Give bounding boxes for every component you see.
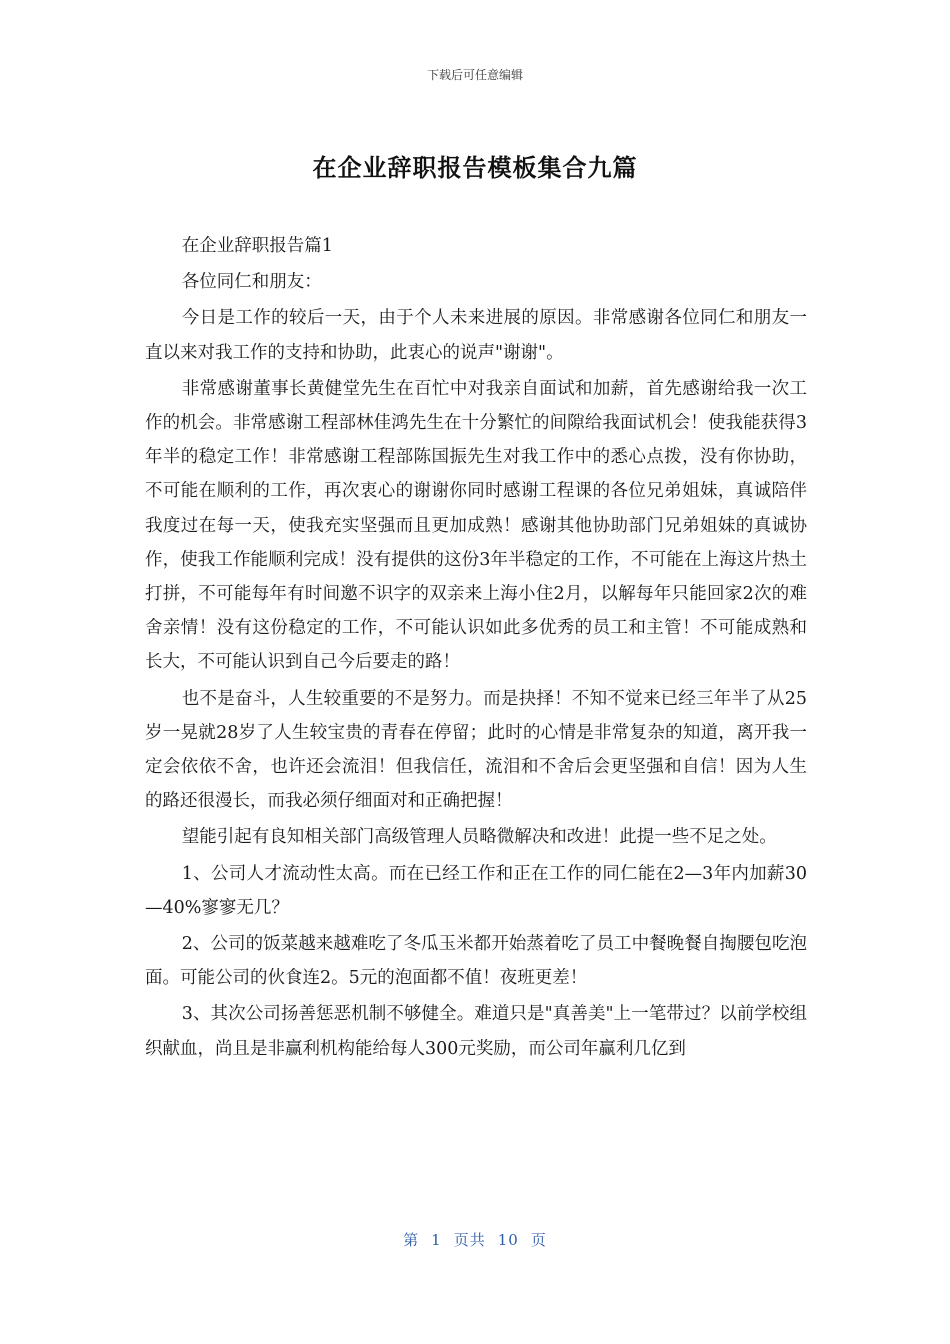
document-body xyxy=(145,229,807,1068)
paragraph: 非常感谢董事长黄健堂先生在百忙中对我亲自面试和加薪，首先感谢给我一次工作的机会。非常感谢工程部林佳鸿先生在十分繁忙的间隙给我面试机会！使我能获得3年半的稳定工作！非常感谢工程部陈国振先生对我工作中的悉心点拨，没有你协助，不可能在顺利的工作，再次衷心的谢谢你同时感谢工程课的各位兄弟姐妹，真诚陪伴我度过在每一天，使我充实坚强而且更加成熟！感谢其他协助部门兄弟姐妹的真诚协作，使我工作能顺利完成！没有提供的这份3年半稳定的工作，不可能在上海这片热土打拼，不可能每年有时间邀不识字的双亲来上海小住2月，以解每年只能回家2次的难舍亲情！没有这份稳定的工作，不可能认识如此多优秀的员工和主管！不可能成熟和长大，不可能认识到自己今后要走的路！ xyxy=(145,378,807,673)
page-label-suffix: 页 xyxy=(530,1231,547,1249)
page-footer xyxy=(0,1229,950,1250)
document-title: 在企业辞职报告模板集合九篇 xyxy=(312,154,638,182)
total-pages-number: 10 xyxy=(497,1231,519,1249)
paragraph-section-heading: 在企业辞职报告篇1 xyxy=(181,236,333,256)
current-page-number: 1 xyxy=(431,1231,442,1249)
page-label-prefix: 第 xyxy=(403,1231,420,1249)
page-label-mid: 页共 xyxy=(453,1231,486,1249)
paragraph: 望能引起有良知相关部门高级管理人员略微解决和改进！此提一些不足之处。 xyxy=(181,827,777,848)
paragraph-salutation: 各位同仁和朋友： xyxy=(181,272,322,293)
paragraph-list-item: 2、公司的饭菜越来越难吃了冬瓜玉米都开始蒸着吃了员工中餐晚餐自掏腰包吃泡面。可能公司的伙食连2。5元的泡面都不值！夜班更差！ xyxy=(145,934,807,989)
paragraph-list-item: 3、其次公司扬善惩恶机制不够健全。难道只是"真善美"上一笔带过？以前学校组织献血，尚且是非赢利机构能给每人300元奖励，而公司年赢利几亿到 xyxy=(145,1004,807,1059)
header-note: 下载后可任意编辑 xyxy=(426,68,523,82)
paragraph: 今日是工作的较后一天，由于个人未来进展的原因。非常感谢各位同仁和朋友一直以来对我工作的支持和协助，此衷心的说声"谢谢"。 xyxy=(145,308,807,363)
paragraph: 也不是奋斗，人生较重要的不是努力。而是抉择！不知不觉来已经三年半了从25岁一晃就28岁了人生较宝贵的青春在停留；此时的心情是非常复杂的知道，离开我一定会依依不舍，也许还会流泪！但我信任，流泪和不舍后会更坚强和自信！因为人生的路还很漫长，而我必须仔细面对和正确把握！ xyxy=(145,688,807,812)
paragraph-list-item: 1、公司人才流动性太高。而在已经工作和正在工作的同仁能在2—3年内加薪30—40%寥寥无几？ xyxy=(145,863,807,918)
